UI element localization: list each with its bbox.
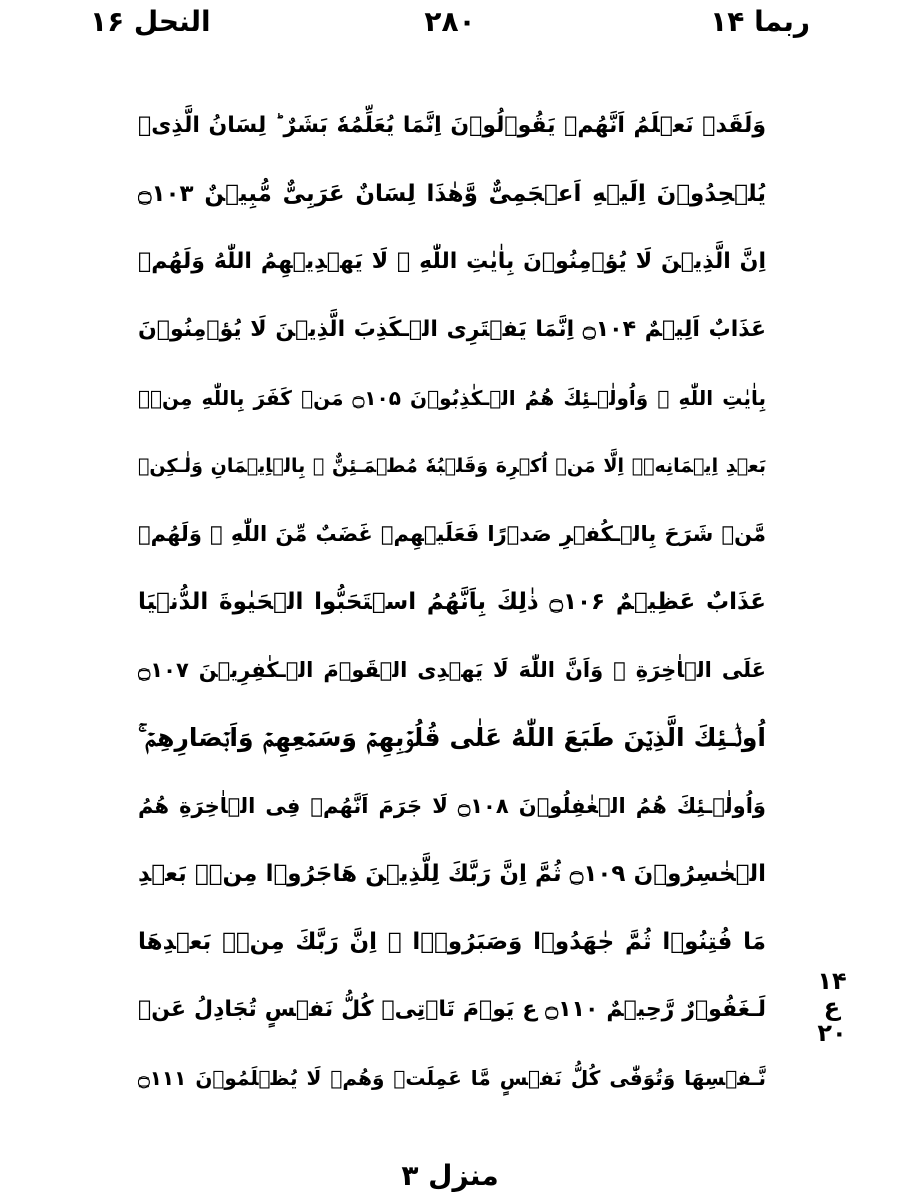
ruku-marker-symbol: ع (823, 993, 841, 1021)
verse-line-12: الۡخٰسِرُوۡنَ ۝۱۰۹ ثُمَّ اِنَّ رَبَّكَ لِلَّذِيۡنَ هَاجَرُوۡا مِنۡۢ بَعۡدِ (138, 861, 766, 887)
verse-text-block (138, 92, 766, 1112)
verse-line-15: نَّـفۡسِهَا وَتُوَفّٰى كُلُّ نَفۡسٍ مَّا عَمِلَتۡ وَهُمۡ لَا يُظۡلَمُوۡنَ ۝۱۱۱ (138, 1066, 766, 1090)
verse-line-9: عَلَى الۡاٰخِرَةِ ۙ وَاَنَّ اللّٰهَ لَا يَهۡدِى الۡقَوۡمَ الۡـكٰفِرِيۡنَ ۝۱۰۷ (138, 658, 766, 682)
verse-line-11: وَاُولٰۤـئِكَ هُمُ الۡغٰفِلُوۡنَ ۝۱۰۸ لَا جَرَمَ اَنَّهُمۡ فِى الۡاٰخِرَةِ هُمُ (138, 794, 766, 818)
verse-line-8: عَذَابٌ عَظِيۡمٌ ۝۱۰۶ ذٰلِكَ بِاَنَّهُمُ اسۡتَحَبُّوا الۡحَيٰوةَ الدُّنۡيَا (138, 589, 766, 615)
verse-line-13: مَا فُتِنُوۡا ثُمَّ جٰهَدُوۡا وَصَبَرُوۡۤا ۙ اِنَّ رَبَّكَ مِنۡۢ بَعۡدِهَا (138, 929, 766, 955)
surah-label: النحل ۱۶ (90, 5, 211, 38)
verse-line-2: يُلۡحِدُوۡنَ اِلَيۡهِ اَعۡجَمِىٌّ وَّهٰذَا لِسَانٌ عَرَبِىٌّ مُّبِيۡنٌ ۝۱۰۳ (138, 181, 766, 207)
verse-line-3: اِنَّ الَّذِيۡنَ لَا يُؤۡمِنُوۡنَ بِاٰيٰتِ اللّٰهِ‌ ۙ لَا يَهۡدِيۡهِمُ اللّٰهُ وَلَهُمۡ (138, 249, 766, 274)
verse-line-14: لَـغَفُوۡرٌ رَّحِيۡمٌ ۝۱۱۰ ع يَوۡمَ تَاۡتِىۡ كُلُّ نَفۡسٍ تُجَادِلُ عَنۡ (138, 997, 766, 1022)
juz-label: ربما ۱۴ (710, 5, 810, 38)
verse-line-7: مَّنۡ شَرَحَ بِالۡـكُفۡرِ صَدۡرًا فَعَلَيۡهِمۡ غَضَبٌ مِّنَ اللّٰهِ‌ ۚ وَلَهُمۡ (138, 522, 766, 546)
verse-line-6: بَعۡدِ اِيۡمَانِهٖۤ اِلَّا مَنۡ اُكۡرِهَ وَقَلۡبُهٗ مُطۡمَـئِنٌّ ۢ بِالۡاِيۡمَانِ وَلٰـكِنۡ (138, 455, 766, 477)
page-number: ۲۸۰ (424, 5, 476, 38)
verse-line-4: عَذَابٌ اَلِيۡمٌ ۝۱۰۴ اِنَّمَا يَفۡتَرِى الۡـكَذِبَ الَّذِيۡنَ لَا يُؤۡمِنُوۡنَ (138, 317, 766, 342)
verse-line-1: وَلَقَدۡ نَعۡلَمُ اَنَّهُمۡ يَقُوۡلُوۡنَ اِنَّمَا يُعَلِّمُهٗ بَشَرٌ‌ ؕ لِسَانُ الَّذِىۡ (138, 113, 766, 138)
ruku-marker-bottom: ۲۰ (817, 1019, 847, 1047)
manzil-footer: منزل ۳ (401, 1159, 499, 1192)
ruku-marker-top: ۱۴ (817, 967, 847, 995)
ruku-margin-marker (812, 968, 852, 1046)
verse-line-5: بِاٰيٰتِ اللّٰهِ‌ ۚ وَاُولٰۤـئِكَ هُمُ الۡـكٰذِبُوۡنَ ۝۱۰۵ مَنۡ كَفَرَ بِاللّٰهِ مِنۡۢ (138, 386, 766, 410)
verse-line-10: اُولٰۤـئِكَ الَّذِيۡنَ طَبَعَ اللّٰهُ عَلٰى قُلُوۡبِهِمۡ وَسَمۡعِهِمۡ وَاَبۡصَارِهِمۡ‌ ۚ (138, 723, 766, 752)
